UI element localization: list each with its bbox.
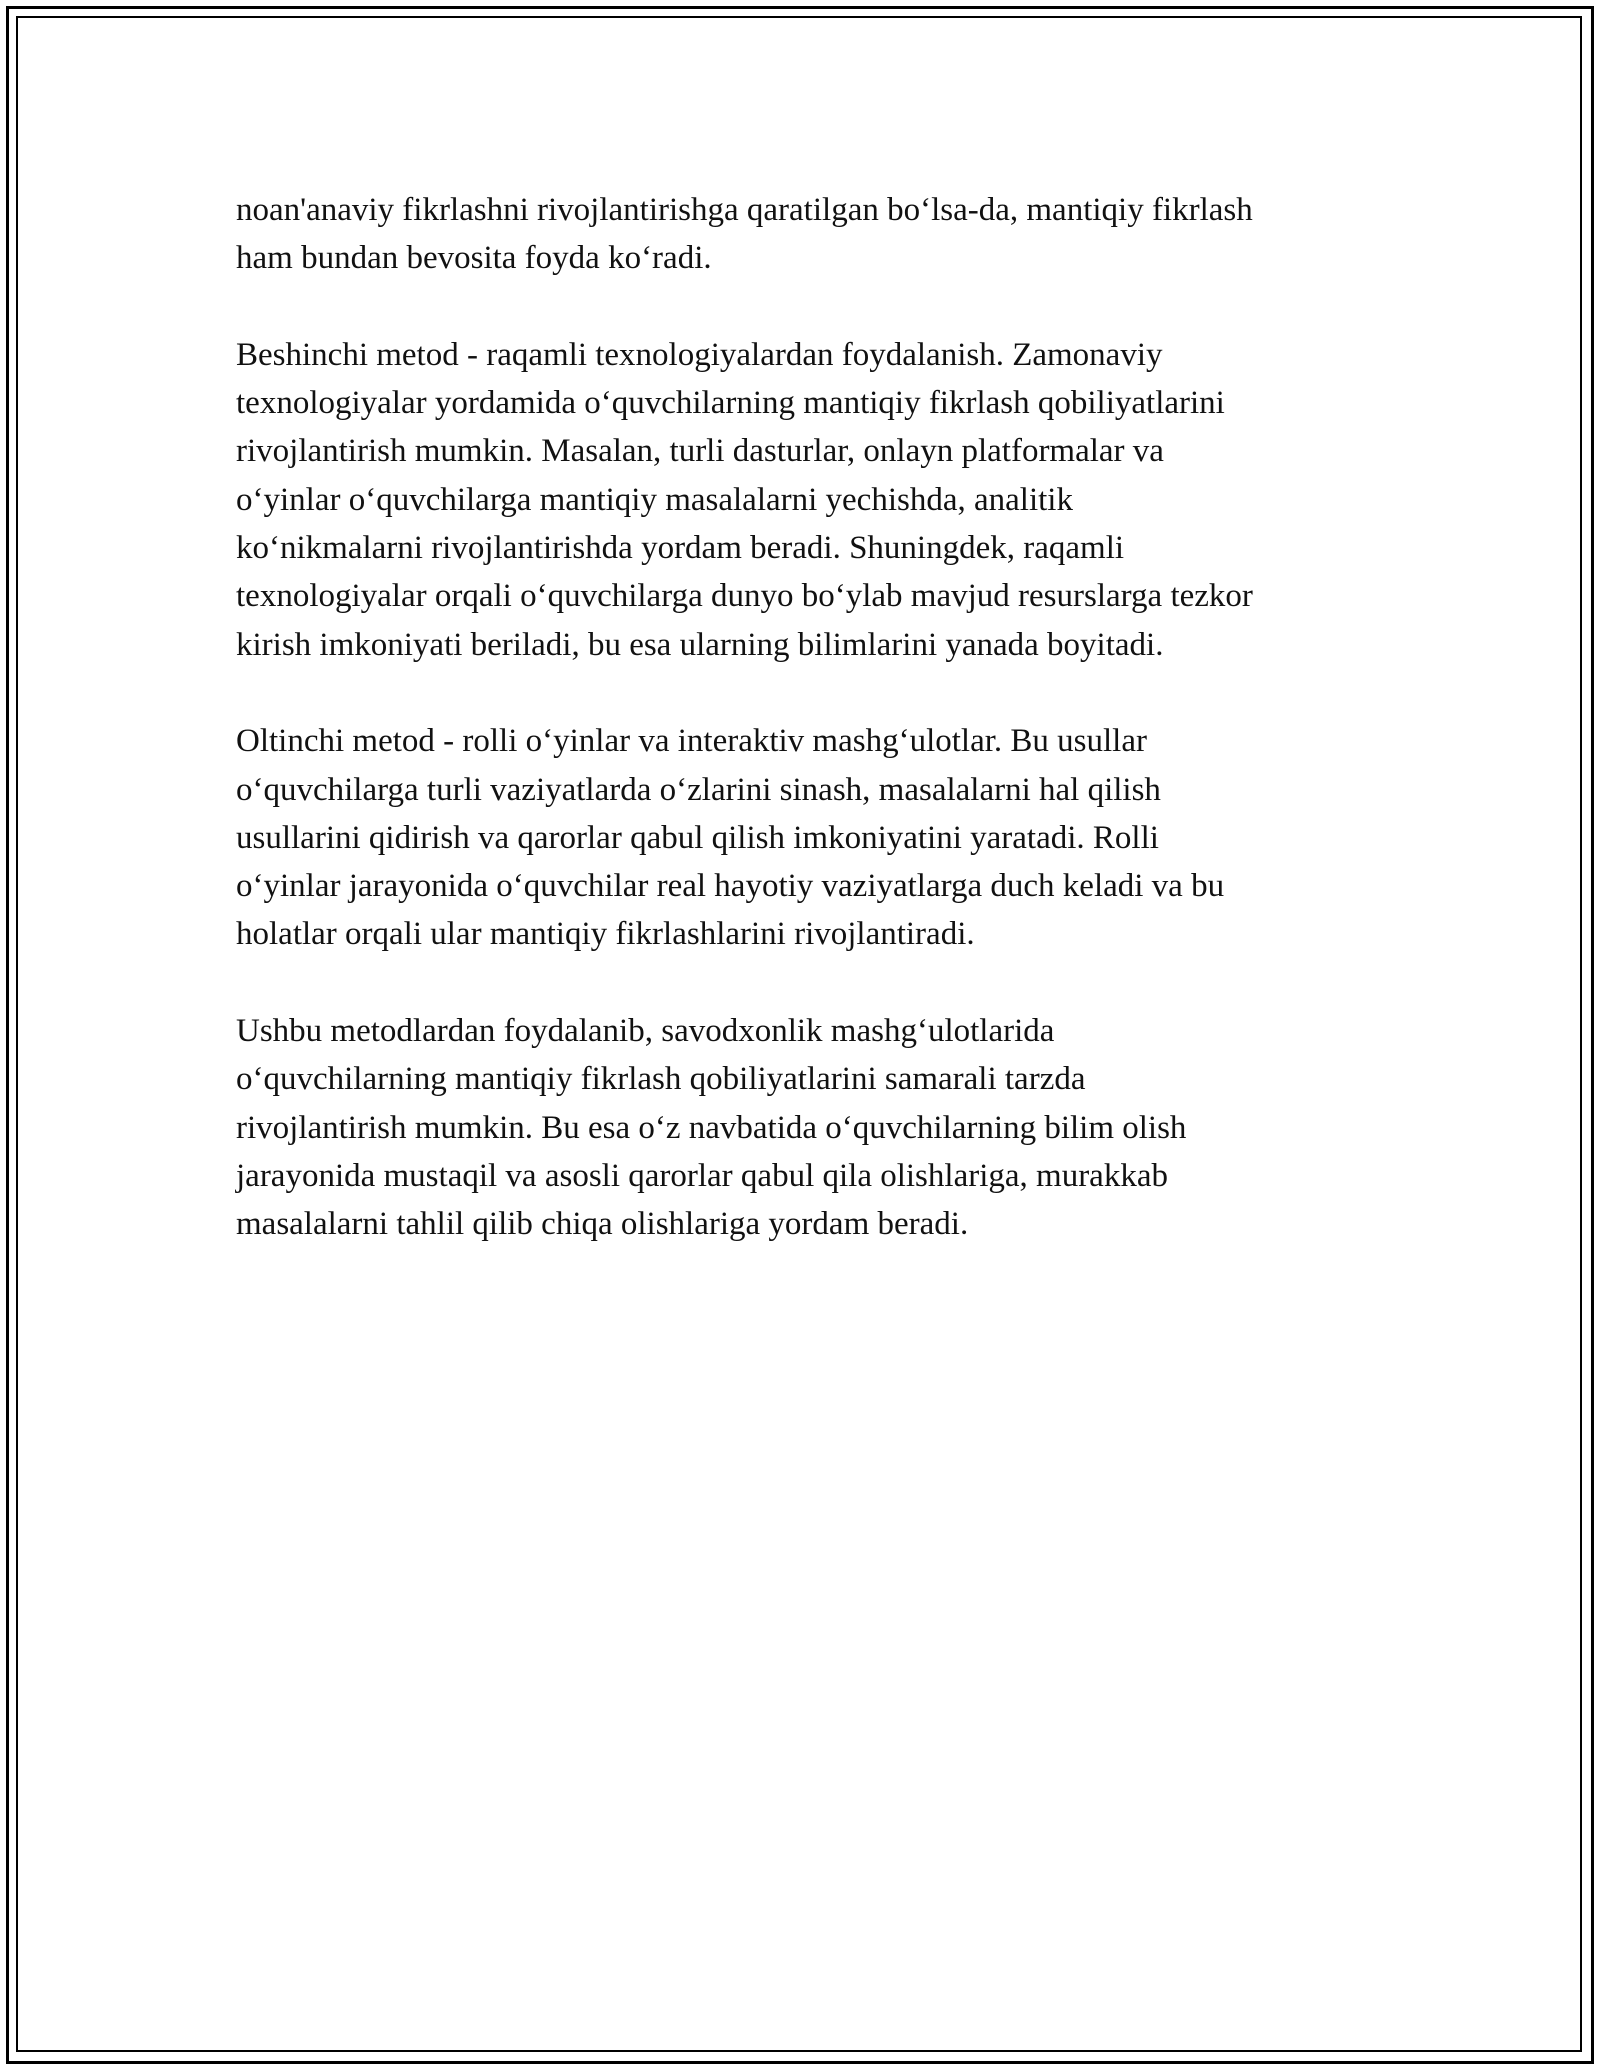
paragraph-sixth-method: Oltinchi metod - rolli o‘yinlar va interaktiv mashg‘ulotlar. Bu usullar o‘quvchilarga turli vaziyatlarda o‘zlarini sinash, masalalarni hal qilish usullarini qidirish va qarorlar qabul qilish imkoniyatini yaratadi. Rolli o‘yinlar jarayonida o‘quvchilar real hayotiy vaziyatlarga duch keladi va bu holatlar orqali ular mantiqiy fikrlashlarini rivojlantiradi.: [236, 723, 1225, 953]
document-body: [236, 186, 1386, 1297]
paragraph-conclusion: Ushbu metodlardan foydalanib, savodxonlik mashg‘ulotlarida o‘quvchilarning mantiqiy fikrlash qobiliyatlarini samarali tarzda rivojlantirish mumkin. Bu esa o‘z navbatida o‘quvchilarning bilim olish jarayonida mustaqil va asosli qarorlar qabul qila olishlariga, murakkab masalalarni tahlil qilib chiqa olishlariga yordam beradi.: [236, 1013, 1187, 1243]
paragraph-continuation: noan'anaviy fikrlashni rivojlantirishga qaratilgan bo‘lsa-da, mantiqiy fikrlash ham bundan bevosita foyda ko‘radi.: [236, 192, 1253, 277]
paragraph-fifth-method: Beshinchi metod - raqamli texnologiyalardan foydalanish. Zamonaviy texnologiyalar yordamida o‘quvchilarning mantiqiy fikrlash qobiliyatlarini rivojlantirish mumkin. Masalan, turli dasturlar, onlayn platformalar va o‘yinlar o‘quvchilarga mantiqiy masalalarni yechishda, analitik ko‘nikmalarni rivojlantirishda yordam beradi. Shuningdek, raqamli texnologiyalar orqali o‘quvchilarga dunyo bo‘ylab mavjud resurslarga tezkor kirish imkoniyati beriladi, bu esa ularning bilimlarini yanada boyitadi.: [236, 336, 1253, 663]
